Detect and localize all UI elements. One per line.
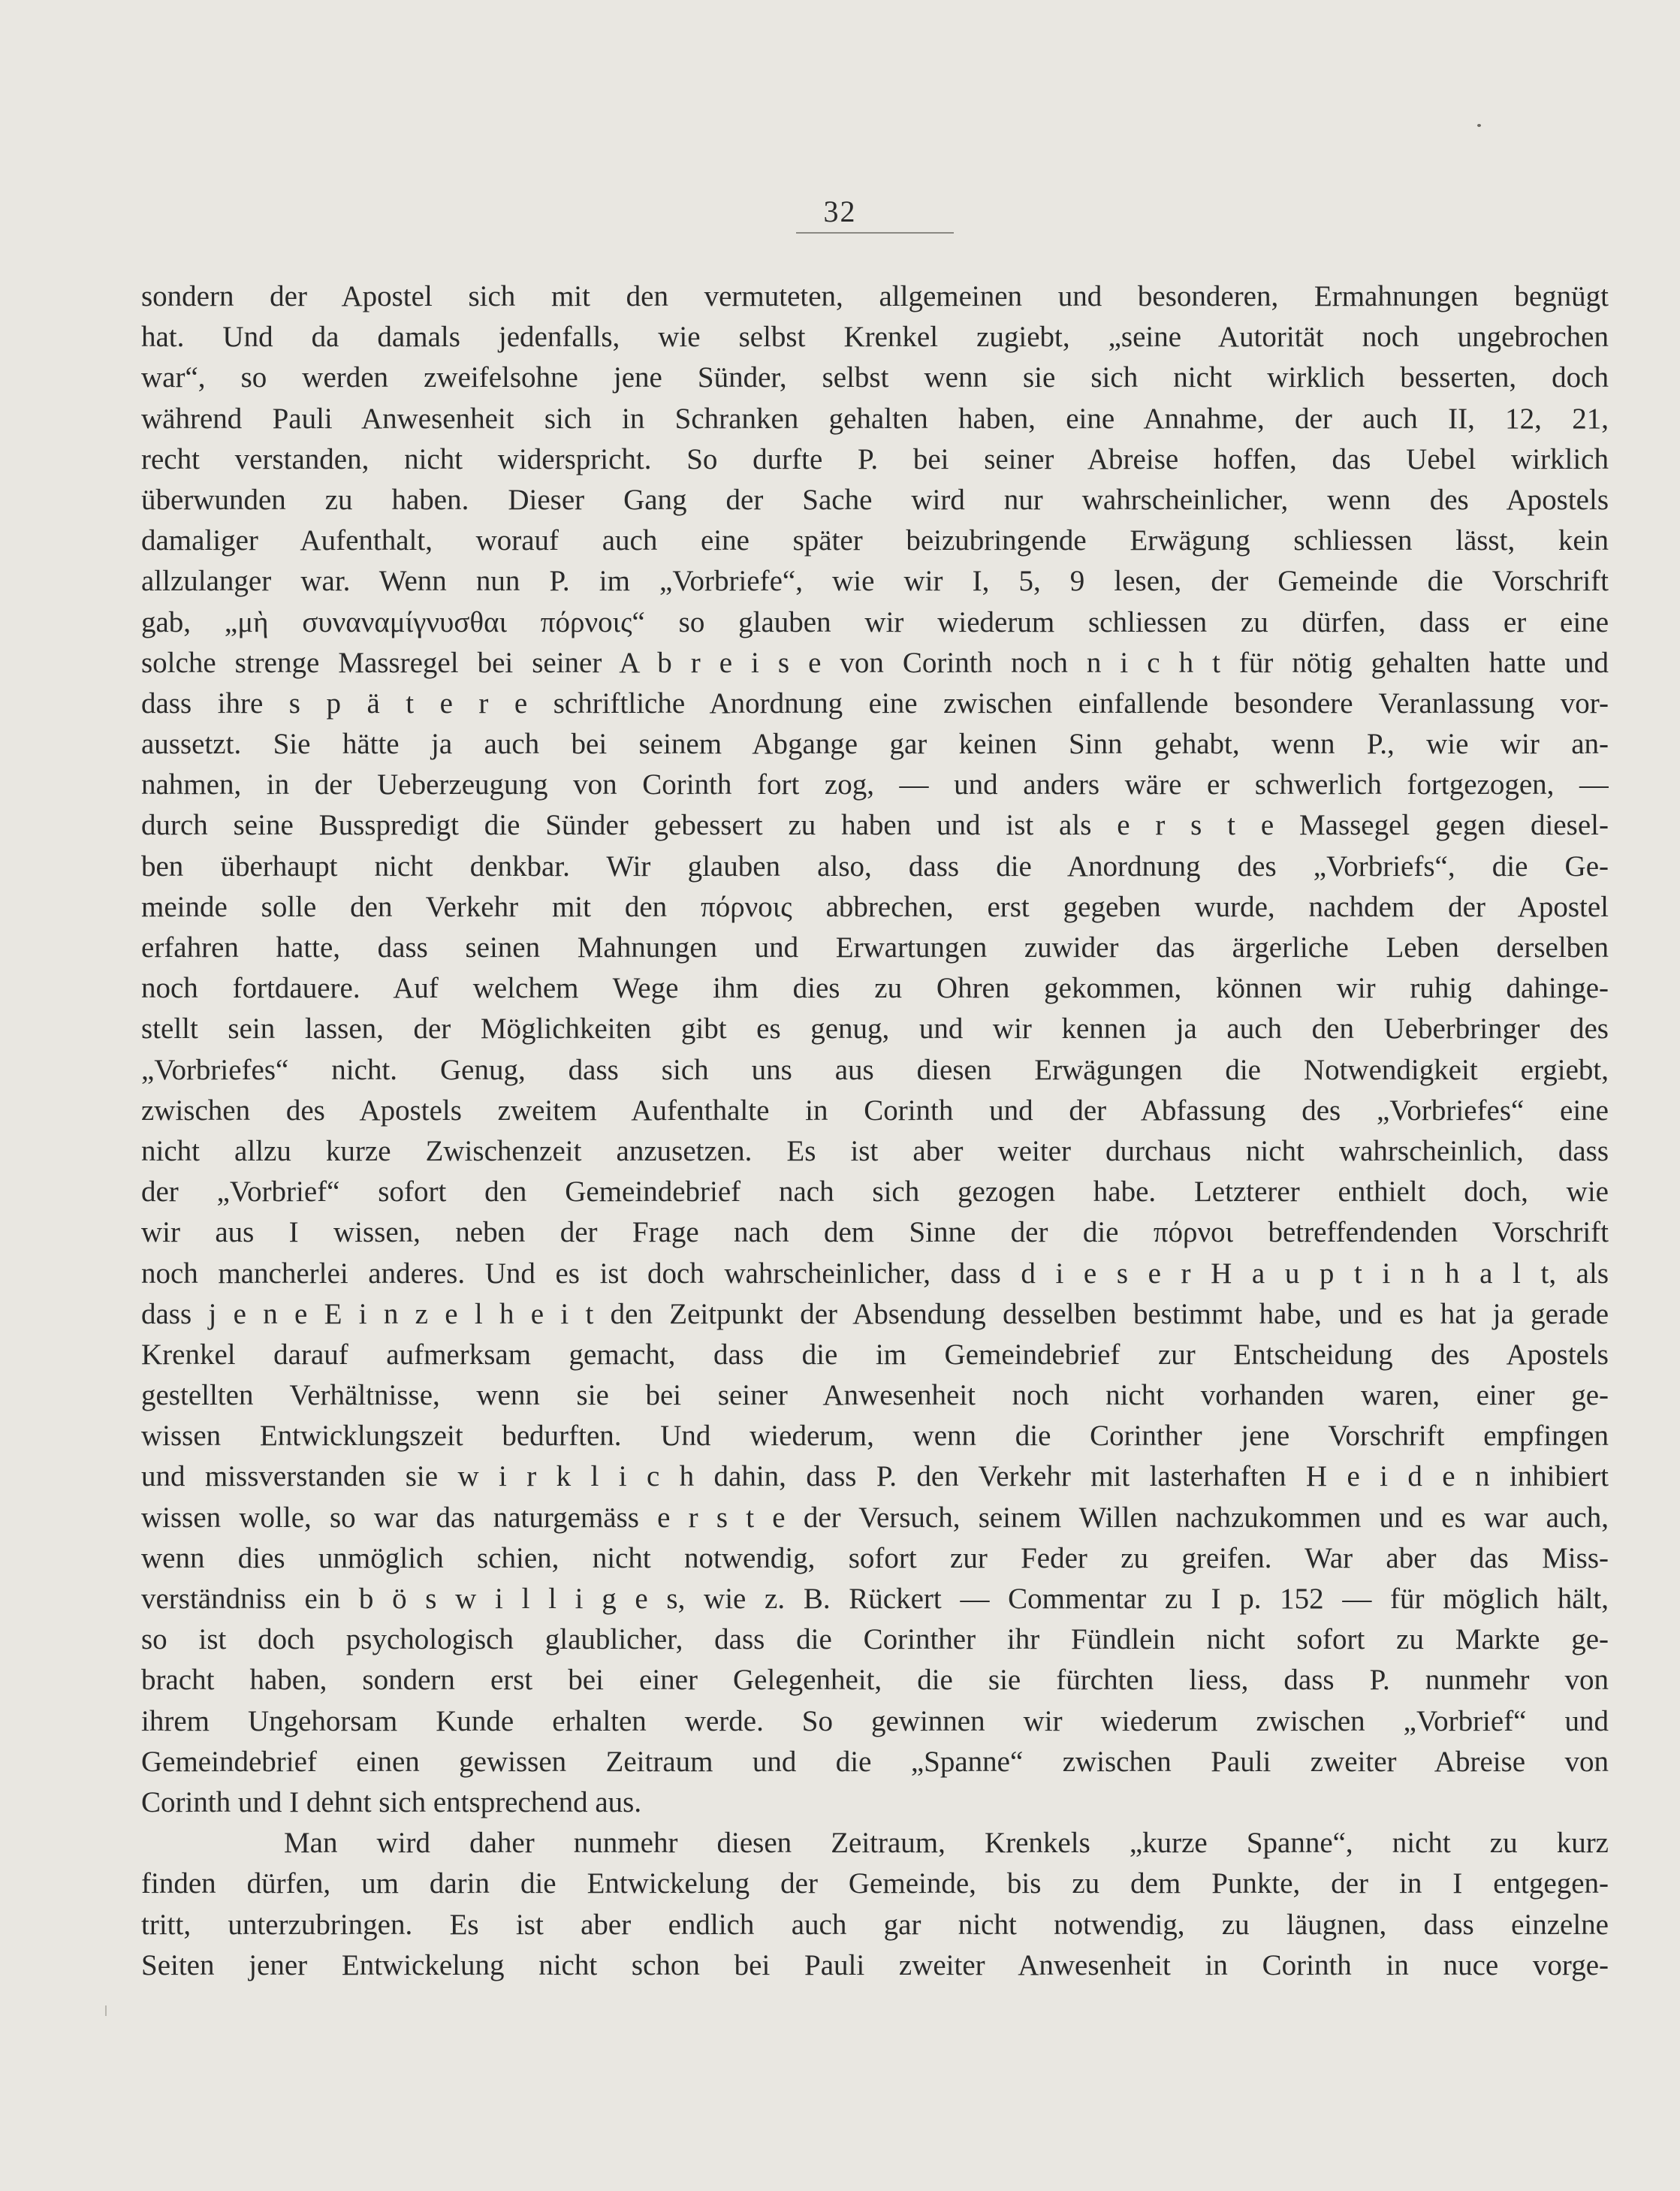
text-line: zwischen des Apostels zweitem Aufenthalte in Corinth und der Abfassung des „Vorbriefes“ eine: [141, 1094, 1609, 1127]
text-line: nahmen, in der Ueberzeugung von Corinth fort zog, — und anders wäre er schwerlich fortgezogen, —: [141, 768, 1609, 801]
text-line: gab, „μὴ συναναμίγνυσθαι πόρνοις“ so glauben wir wiederum schliessen zu dürfen, dass er eine: [141, 605, 1609, 638]
margin-mark: [105, 2005, 107, 2016]
text-line: recht verstanden, nicht widerspricht. So durfte P. bei seiner Abreise hoffen, das Uebel wirklich: [141, 442, 1609, 475]
text-line: war“, so werden zweifelsohne jene Sünder, selbst wenn sie sich nicht wirklich besserten, doch: [141, 361, 1609, 394]
text-line: dass ihre s p ä t e r e schriftliche Anordnung eine zwischen einfallende besondere Veranlassung vor-: [141, 687, 1609, 720]
text-line: noch fortdauere. Auf welchem Wege ihm dies zu Ohren gekommen, können wir ruhig dahinge-: [141, 972, 1609, 1005]
text-line: hat. Und da damals jedenfalls, wie selbst Krenkel zugiebt, „seine Autorität noch ungebrochen: [141, 321, 1609, 354]
text-line: finden dürfen, um darin die Entwickelung der Gemeinde, bis zu dem Punkte, der in I entgegen-: [141, 1867, 1609, 1900]
page-number-rule: [796, 232, 954, 234]
print-speck: [1477, 124, 1481, 127]
text-line: erfahren hatte, dass seinen Mahnungen und Erwartungen zuwider das ärgerliche Leben derselben: [141, 931, 1609, 964]
paragraph-start-line: Man wird daher nunmehr diesen Zeitraum, Krenkels „kurze Spanne“, nicht zu kurz: [284, 1827, 1609, 1860]
text-line: wenn dies unmöglich schien, nicht notwendig, sofort zur Feder zu greifen. War aber das Miss-: [141, 1541, 1609, 1574]
text-line: sondern der Apostel sich mit den vermuteten, allgemeinen und besonderen, Ermahnungen begnügt: [141, 280, 1609, 312]
text-line: wir aus I wissen, neben der Frage nach dem Sinne der die πόρνοι betreffendenden Vorschrift: [141, 1216, 1609, 1249]
text-line: und missverstanden sie w i r k l i c h dahin, dass P. den Verkehr mit lasterhaften H e i d e n inhibiert: [141, 1460, 1609, 1493]
text-line: verständniss ein b ö s w i l l i g e s, wie z. B. Rückert — Commentar zu I p. 152 — für möglich hält,: [141, 1583, 1609, 1615]
text-line: überwunden zu haben. Dieser Gang der Sache wird nur wahrscheinlicher, wenn des Apostels: [141, 483, 1609, 516]
text-line: dass j e n e E i n z e l h e i t den Zeitpunkt der Absendung desselben bestimmt habe, und es hat ja gerade: [141, 1297, 1609, 1330]
text-line: Krenkel darauf aufmerksam gemacht, dass die im Gemeindebrief zur Entscheidung des Apostels: [141, 1338, 1609, 1371]
text-line: ihrem Ungehorsam Kunde erhalten werde. So gewinnen wir wiederum zwischen „Vorbrief“ und: [141, 1704, 1609, 1737]
text-line: so ist doch psychologisch glaublicher, dass die Corinther ihr Fündlein nicht sofort zu Markte ge-: [141, 1623, 1609, 1656]
text-line: damaliger Aufenthalt, worauf auch eine später beizubringende Erwägung schliessen lässt, kein: [141, 524, 1609, 557]
text-line: bracht haben, sondern erst bei einer Gelegenheit, die sie fürchten liess, dass P. nunmehr von: [141, 1664, 1609, 1697]
text-line: allzulanger war. Wenn nun P. im „Vorbriefe“, wie wir I, 5, 9 lesen, der Gemeinde die Vorschrift: [141, 565, 1609, 598]
text-line: wissen wolle, so war das naturgemäss e r s t e der Versuch, seinem Willen nachzukommen und es war auch,: [141, 1501, 1609, 1534]
body-text: [141, 276, 1609, 1986]
text-line: solche strenge Massregel bei seiner A b r e i s e von Corinth noch n i c h t für nötig gehalten hatte und: [141, 646, 1609, 679]
text-line: Seiten jener Entwickelung nicht schon bei Pauli zweiter Anwesenheit in Corinth in nuce vorge-: [141, 1948, 1609, 1981]
text-line: meinde solle den Verkehr mit den πόρνοις abbrechen, erst gegeben wurde, nachdem der Apostel: [141, 890, 1609, 923]
text-line: stellt sein lassen, der Möglichkeiten gibt es genug, und wir kennen ja auch den Ueberbringer des: [141, 1013, 1609, 1046]
text-line: gestellten Verhältnisse, wenn sie bei seiner Anwesenheit noch nicht vorhanden waren, einer ge-: [141, 1379, 1609, 1412]
text-line: Gemeindebrief einen gewissen Zeitraum und die „Spanne“ zwischen Pauli zweiter Abreise von: [141, 1745, 1609, 1778]
text-line: durch seine Busspredigt die Sünder gebessert zu haben und ist als e r s t e Massegel gegen diesel-: [141, 809, 1609, 842]
text-line: noch mancherlei anderes. Und es ist doch wahrscheinlicher, dass d i e s e r H a u p t i n h a l t, als: [141, 1257, 1609, 1290]
text-line: nicht allzu kurze Zwischenzeit anzusetzen. Es ist aber weiter durchaus nicht wahrscheinlich, dass: [141, 1134, 1609, 1167]
paragraph-end-line: Corinth und I dehnt sich entsprechend aus.: [141, 1785, 642, 1818]
page-number: 32: [823, 195, 857, 228]
text-line: „Vorbriefes“ nicht. Genug, dass sich uns aus diesen Erwägungen die Notwendigkeit ergiebt,: [141, 1053, 1609, 1086]
text-line: aussetzt. Sie hätte ja auch bei seinem Abgange gar keinen Sinn gehabt, wenn P., wie wir an-: [141, 728, 1609, 761]
text-line: während Pauli Anwesenheit sich in Schranken gehalten haben, eine Annahme, der auch II, 12, 21,: [141, 402, 1609, 435]
text-line: der „Vorbrief“ sofort den Gemeindebrief nach sich gezogen habe. Letzterer enthielt doch, wie: [141, 1175, 1609, 1209]
text-line: tritt, unterzubringen. Es ist aber endlich auch gar nicht notwendig, zu läugnen, dass einzelne: [141, 1908, 1609, 1941]
text-line: ben überhaupt nicht denkbar. Wir glauben also, dass die Anordnung des „Vorbriefs“, die Ge-: [141, 850, 1609, 883]
text-line: wissen Entwicklungszeit bedurften. Und wiederum, wenn die Corinther jene Vorschrift empfingen: [141, 1420, 1609, 1453]
